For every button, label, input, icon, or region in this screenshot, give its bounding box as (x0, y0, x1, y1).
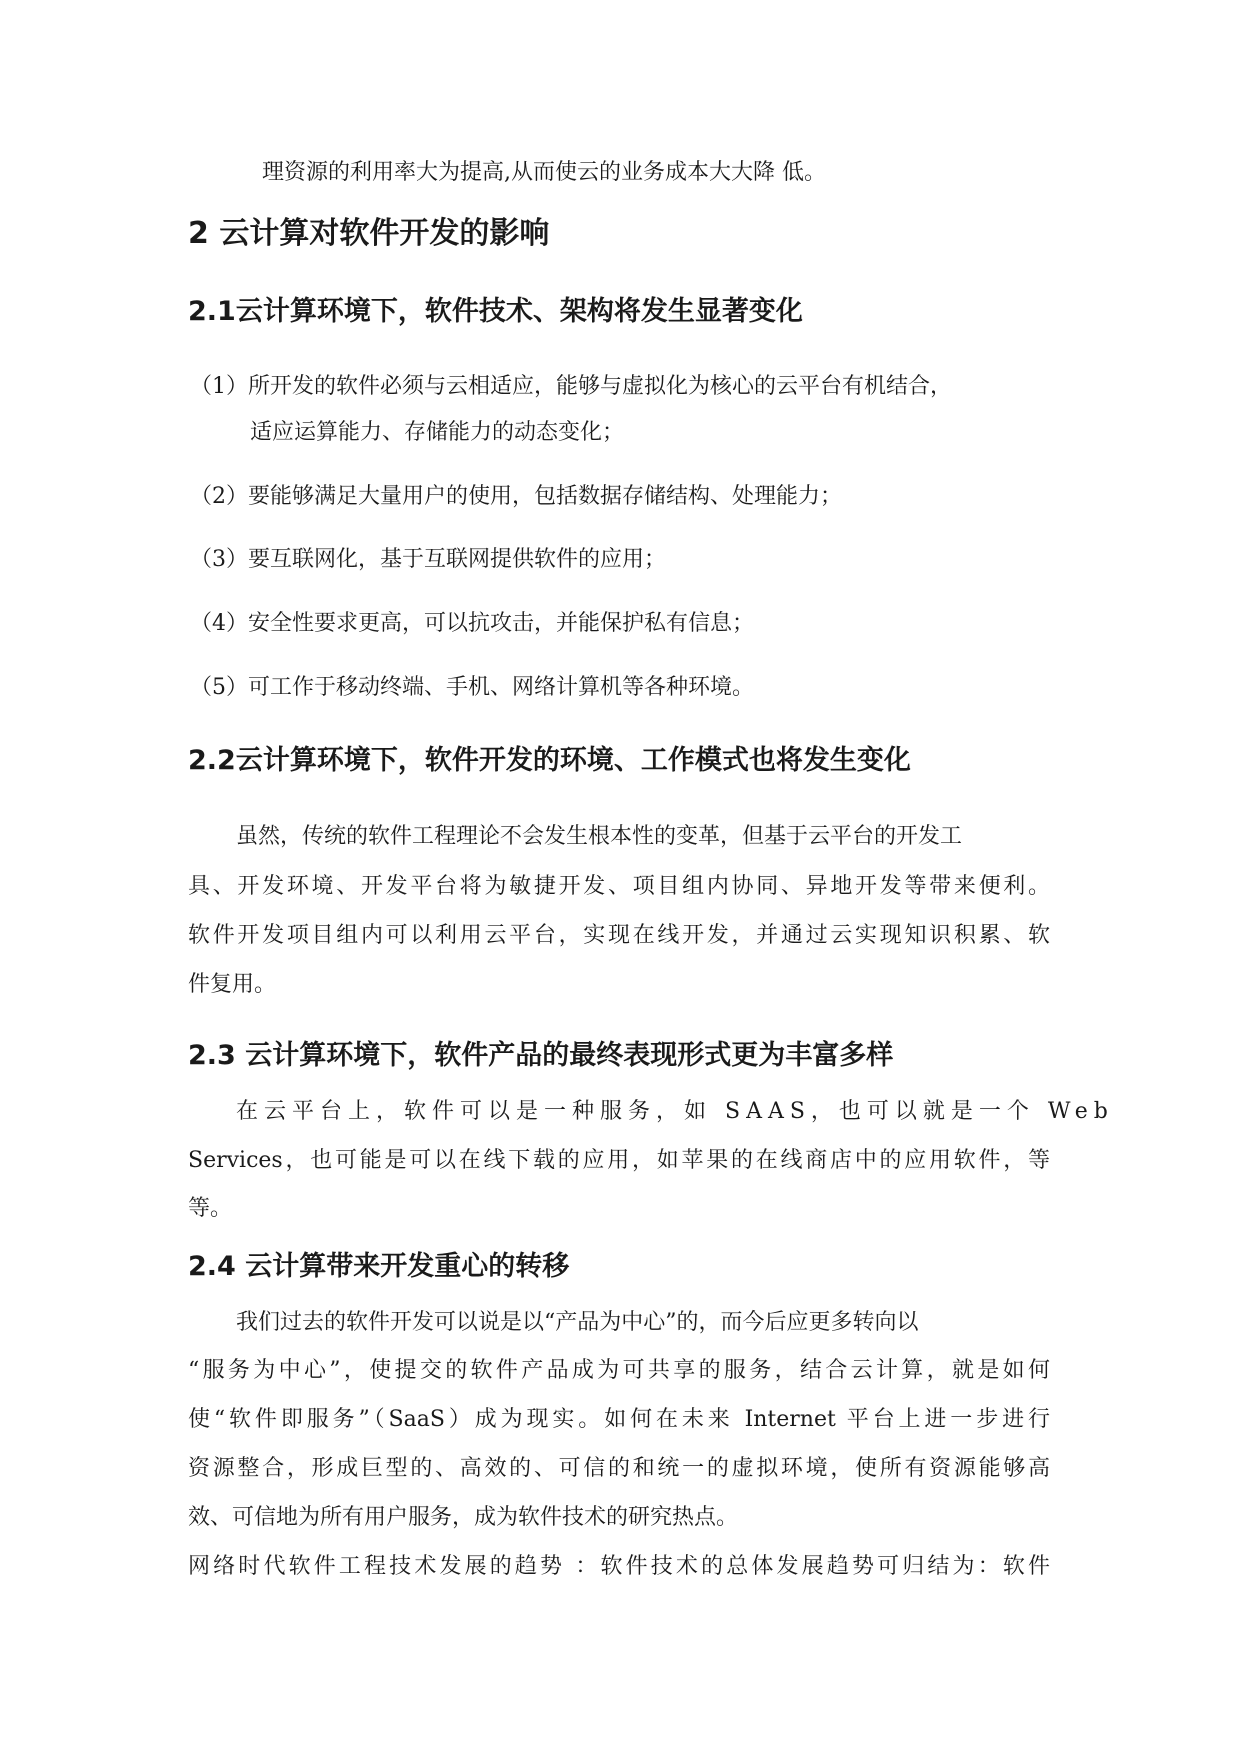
section-2-heading: 2 云计算对软件开发的影响 (188, 216, 550, 251)
intro-text: 理资源的利用率大为提高,从而使云的业务成本大大降 低。 (262, 160, 826, 185)
paragraph-line: 软件开发项目组内可以利用云平台，实现在线开发，并通过云实现知识积累、软 (188, 923, 1050, 948)
paragraph-line: 我们过去的软件开发可以说是以“产品为中心”的，而今后应更多转向以 (236, 1310, 919, 1335)
section-2-1-heading: 2.1云计算环境下，软件技术、架构将发生显著变化 (188, 296, 803, 327)
list-item: （2）要能够满足大量用户的使用，包括数据存储结构、处理能力； (190, 484, 842, 509)
section-2-2-heading: 2.2云计算环境下，软件开发的环境、工作模式也将发生变化 (188, 745, 911, 776)
paragraph-line: 件复用。 (188, 972, 277, 997)
paragraph-line: 使“软件即服务”（SaaS）成为现实。如何在未来 Internet 平台上进一步进行 (188, 1407, 1050, 1432)
list-item-continuation: 适应运算能力、存储能力的动态变化； (250, 420, 625, 445)
paragraph-line: 在云平台上，软件可以是一种服务，如 SAAS，也可以就是一个 Web (236, 1099, 1114, 1124)
section-2-4-heading: 2.4 云计算带来开发重心的转移 (188, 1251, 570, 1282)
paragraph-line: Services，也可能是可以在线下载的应用，如苹果的在线商店中的应用软件，等 (188, 1148, 1050, 1173)
paragraph-line: 效、可信地为所有用户服务，成为软件技术的研究热点。 (188, 1505, 739, 1530)
paragraph-line: 等。 (188, 1196, 233, 1221)
list-item: （4）安全性要求更高，可以抗攻击，并能保护私有信息； (190, 611, 754, 636)
paragraph-line: 具、开发环境、开发平台将为敏捷开发、项目组内协同、异地开发等带来便利。 (188, 874, 1050, 899)
list-item: （5）可工作于移动终端、手机、网络计算机等各种环境。 (190, 675, 754, 700)
paragraph-line: 资源整合，形成巨型的、高效的、可信的和统一的虚拟环境，使所有资源能够高 (188, 1456, 1050, 1481)
paragraph-line: “服务为中心”，使提交的软件产品成为可共享的服务，结合云计算，就是如何 (188, 1358, 1050, 1383)
paragraph-line: 虽然，传统的软件工程理论不会发生根本性的变革，但基于云平台的开发工 (236, 824, 963, 849)
list-item: （3）要互联网化，基于互联网提供软件的应用； (190, 547, 666, 572)
list-item: （1）所开发的软件必须与云相适应，能够与虚拟化为核心的云平台有机结合， (190, 374, 952, 399)
paragraph-line: 网络时代软件工程技术发展的趋势 ：软件技术的总体发展趋势可归结为：软件 (188, 1554, 1050, 1579)
section-2-3-heading: 2.3 云计算环境下，软件产品的最终表现形式更为丰富多样 (188, 1040, 894, 1071)
